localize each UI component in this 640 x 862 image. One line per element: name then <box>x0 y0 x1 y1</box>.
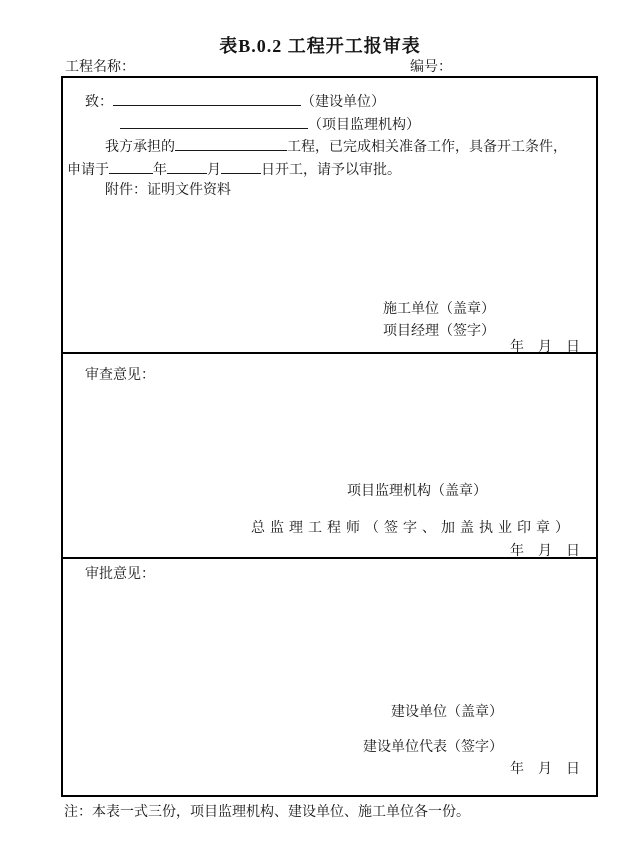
day-suffix: 日开工，请予以审批。 <box>261 162 401 178</box>
to-supervisor-field[interactable] <box>120 114 308 129</box>
number-label: 编号： <box>410 60 452 75</box>
review-opinion-label: 审查意见： <box>85 368 155 383</box>
year-label: 年 <box>153 162 167 178</box>
to-org-field[interactable] <box>113 91 301 106</box>
application-text-block <box>63 78 596 202</box>
number-row <box>410 56 452 76</box>
section-review <box>63 354 596 559</box>
attachment-line: 附件：证明文件资料 <box>105 183 231 198</box>
to-org-suffix: （建设单位） <box>301 95 385 110</box>
application-date-line: 年 月 日 <box>510 340 580 355</box>
supervision-org-seal-label: 项目监理机构（盖章） <box>347 484 487 499</box>
month-field[interactable] <box>167 159 207 174</box>
month-label: 月 <box>207 162 221 178</box>
project-name-row <box>65 56 135 76</box>
project-name-label: 工程名称： <box>65 60 135 75</box>
project-manager-signature-label: 项目经理（签字） <box>383 324 495 339</box>
form-title: 表B.0.2 工程开工报审表 <box>219 36 421 56</box>
section-application <box>63 78 596 354</box>
chief-engineer-signature-label: 总监理工程师（签字、加盖执业印章） <box>251 521 574 536</box>
review-date-line: 年 月 日 <box>510 544 580 559</box>
footnote: 注：本表一式三份，项目监理机构、建设单位、施工单位各一份。 <box>64 805 470 820</box>
to-label: 致： <box>85 95 113 110</box>
to-supervisor-line <box>65 114 592 137</box>
year-field[interactable] <box>109 159 153 174</box>
day-field[interactable] <box>221 159 261 174</box>
section-approval <box>63 559 596 795</box>
form-table <box>61 76 598 797</box>
apply-prefix: 申请于 <box>67 162 109 178</box>
undertake-line <box>65 136 592 159</box>
project-field[interactable] <box>175 136 287 151</box>
to-supervisor-suffix: （项目监理机构） <box>308 117 420 133</box>
undertake-suffix: 工程，已完成相关准备工作，具备开工条件， <box>287 140 567 155</box>
approval-date-line: 年 月 日 <box>510 762 580 777</box>
apply-date-line <box>65 159 592 182</box>
approval-opinion-label: 审批意见： <box>85 567 155 582</box>
undertake-prefix: 我方承担的 <box>105 140 175 155</box>
contractor-seal-label: 施工单位（盖章） <box>383 302 495 317</box>
client-seal-label: 建设单位（盖章） <box>391 705 503 720</box>
client-representative-signature-label: 建设单位代表（签字） <box>363 740 503 755</box>
to-line <box>65 91 592 114</box>
